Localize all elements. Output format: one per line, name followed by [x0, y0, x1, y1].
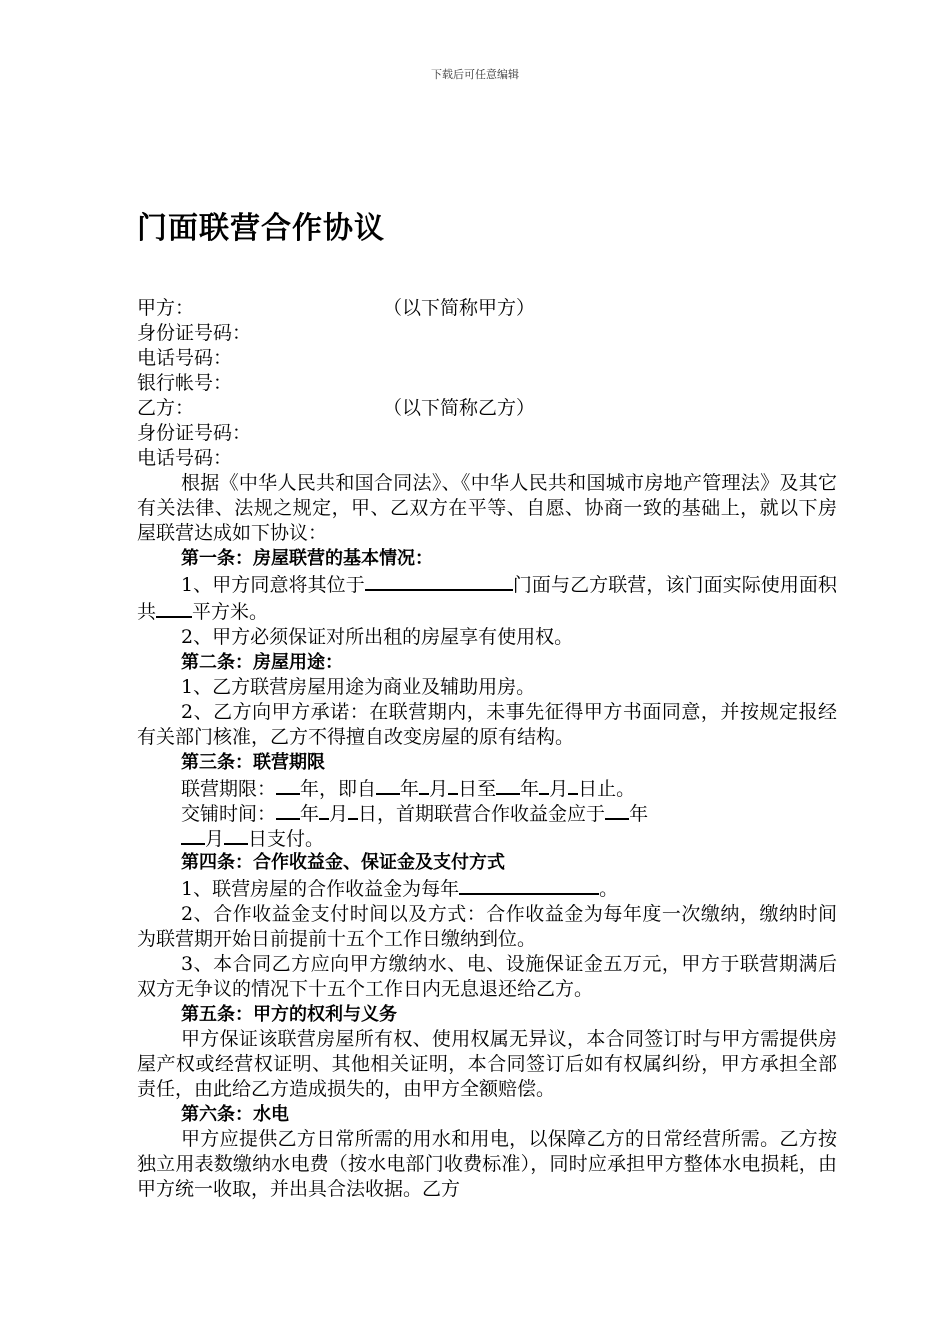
term-text: 日至: [458, 778, 497, 800]
term-text: 年，即自: [300, 778, 377, 800]
article-2-heading: 第二条：房屋用途：: [181, 652, 343, 673]
end-month-blank: [539, 775, 549, 795]
term-text: 月: [549, 778, 569, 800]
article-6-clause-1: 甲方应提供乙方日常所需的用水和用电，以保障乙方的日常经营所需。乙方按独立用表数缴纳水电费（按水电部门收费标准），同时应承担甲方整体水电损耗，由甲方统一收取，并出具合法收据。乙方: [137, 1128, 837, 1200]
article-1-heading: 第一条：房屋联营的基本情况：: [181, 548, 433, 569]
start-month-blank: [419, 775, 429, 795]
annual-amount-blank: [459, 875, 599, 895]
party-a-phone: 电话号码：: [137, 347, 233, 369]
term-text: 年: [520, 778, 540, 800]
party-b-phone: 电话号码：: [137, 447, 233, 469]
term-text: 年: [400, 778, 420, 800]
handover-text: 日支付。: [248, 828, 325, 850]
page-header: 下载后可任意编辑: [431, 68, 519, 81]
years-blank: [276, 775, 300, 795]
article-4-clause-1: [137, 875, 837, 902]
party-a-line: [137, 296, 837, 321]
party-b-label: 乙方：: [137, 397, 195, 419]
location-blank: [365, 571, 513, 591]
handover-label: 交铺时间：: [181, 803, 277, 825]
area-blank: [156, 598, 192, 618]
handover-day-blank: [348, 800, 358, 820]
start-day-blank: [448, 775, 458, 795]
end-day-blank: [568, 775, 578, 795]
term-text: 月: [429, 778, 449, 800]
article-5-heading: 第五条：甲方的权利与义务: [181, 1004, 397, 1025]
article-4-heading: 第四条：合作收益金、保证金及支付方式: [181, 852, 505, 873]
party-b-line: [137, 396, 837, 421]
handover-text: 月: [329, 803, 349, 825]
handover-text: 日，首期联营合作收益金应于: [358, 803, 606, 825]
document-title: 门面联营合作协议: [137, 211, 385, 246]
handover-month-blank: [319, 800, 329, 820]
document-body: [137, 296, 837, 1202]
article-1-clause-1: [137, 571, 837, 625]
term-text: 日止。: [578, 778, 636, 800]
clause-text: 平方米。: [192, 601, 269, 623]
clause-text: 1、联营房屋的合作收益金为每年: [181, 878, 460, 900]
party-a-bank: 银行帐号：: [137, 372, 233, 394]
intro-paragraph: 根据《中华人民共和国合同法》、《中华人民共和国城市房地产管理法》及其它有关法律、法规之规定，甲、乙双方在平等、自愿、协商一致的基础上，就以下房屋联营达成如下协议：: [137, 472, 837, 544]
article-1-clause-2: 2、甲方必须保证对所出租的房屋享有使用权。: [181, 626, 574, 648]
party-a-note: （以下简称甲方）: [383, 297, 536, 319]
term-label: 联营期限：: [181, 778, 277, 800]
article-6-heading: 第六条：水电: [181, 1104, 289, 1125]
article-4-clause-2: 2、合作收益金支付时间以及方式：合作收益金为每年度一次缴纳，缴纳时间为联营期开始日前提前十五个工作日缴纳到位。: [137, 903, 837, 950]
party-a-id: 身份证号码：: [137, 322, 252, 344]
article-2-clause-1: 1、乙方联营房屋用途为商业及辅助用房。: [181, 676, 536, 698]
party-b-note: （以下简称乙方）: [383, 397, 536, 419]
article-4-clause-3: 3、本合同乙方应向甲方缴纳水、电、设施保证金五万元，甲方于联营期满后双方无争议的情况下十五个工作日内无息退还给乙方。: [137, 953, 837, 1000]
clause-text: 1、甲方同意将其位于: [181, 574, 365, 596]
clause-text: 。: [599, 878, 619, 900]
handover-text: 月: [205, 828, 225, 850]
article-2-clause-2: 2、乙方向甲方承诺：在联营期内，未事先征得甲方书面同意，并按规定报经有关部门核准，乙方不得擅自改变房屋的原有结构。: [137, 701, 837, 748]
handover-text: 年: [629, 803, 649, 825]
article-3-heading: 第三条：联营期限: [181, 752, 325, 773]
party-a-label: 甲方：: [137, 297, 195, 319]
party-b-id: 身份证号码：: [137, 422, 252, 444]
term-line: [137, 775, 837, 800]
handover-line-2: [137, 825, 837, 850]
payment-day-blank: [224, 825, 248, 845]
handover-text: 年: [300, 803, 320, 825]
payment-year-blank: [605, 800, 629, 820]
handover-year-blank: [276, 800, 300, 820]
end-year-blank: [496, 775, 520, 795]
article-5-clause-1: 甲方保证该联营房屋所有权、使用权属无异议，本合同签订时与甲方需提供房屋产权或经营权证明、其他相关证明，本合同签订后如有权属纠纷，甲方承担全部责任，由此给乙方造成损失的，由甲方全额赔偿。: [137, 1028, 837, 1100]
handover-line: [137, 800, 837, 825]
payment-month-blank: [181, 825, 205, 845]
clause-text: 门面与乙方联营，该门面实际使用面积共: [137, 574, 837, 623]
start-year-blank: [376, 775, 400, 795]
